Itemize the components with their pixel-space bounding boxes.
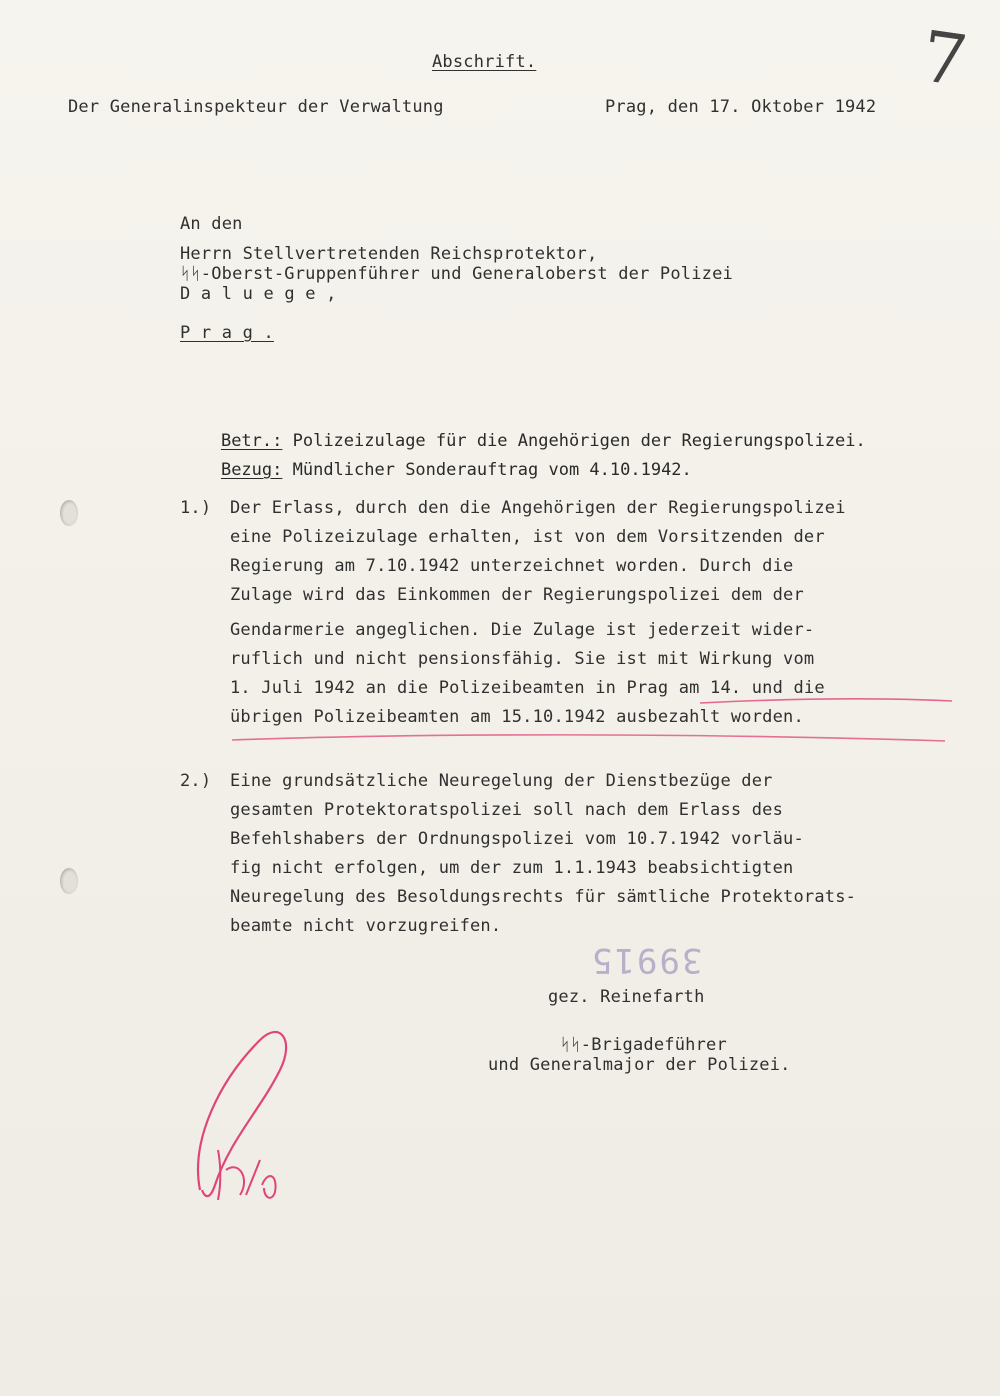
sender-line: Der Generalinspekteur der Verwaltung xyxy=(68,97,444,117)
point-1-number: 1.) xyxy=(180,498,212,518)
signature-rank-1: ᛋᛋ-Brigadeführer xyxy=(560,1035,727,1055)
point-1-line: Zulage wird das Einkommen der Regierungspolizei dem der xyxy=(230,585,804,605)
place-date: Prag, den 17. Oktober 1942 xyxy=(605,97,877,117)
recipient-city: P r a g . xyxy=(180,323,274,343)
point-2-line: Eine grundsätzliche Neuregelung der Dienstbezüge der xyxy=(230,771,773,791)
bezug-label: Bezug: xyxy=(220,460,283,480)
point-2-line: gesamten Protektoratspolizei soll nach dem Erlass des xyxy=(230,800,784,820)
betr-label: Betr.: xyxy=(220,431,283,451)
recipient-line-2: Herrn Stellvertretenden Reichsprotektor, xyxy=(180,244,598,264)
recipient-line-1: An den xyxy=(180,214,243,234)
page-number-mark: 7 xyxy=(916,15,973,103)
betr-text: Polizeizulage für die Angehörigen der Regierungspolizei. xyxy=(282,431,866,451)
point-2-line: Befehlshabers der Ordnungspolizei vom 10.7.1942 vorläu- xyxy=(230,829,804,849)
point-1-line: eine Polizeizulage erhalten, ist von dem Vorsitzenden der xyxy=(230,527,825,547)
point-2-line: fig nicht erfolgen, um der zum 1.1.1943 beabsichtigten xyxy=(230,858,794,878)
point-1-line: 1. Juli 1942 an die Polizeibeamten in Prag am 14. und die xyxy=(230,678,825,698)
point-1-line: Der Erlass, durch den die Angehörigen der Regierungspolizei xyxy=(230,498,846,518)
point-1-line: übrigen Polizeibeamten am 15.10.1942 ausbezahlt worden. xyxy=(230,707,804,727)
stamp-number: 39915 xyxy=(590,940,703,980)
recipient-line-3: ᛋᛋ-Oberst-Gruppenführer und Generaloberst der Polizei xyxy=(180,264,733,284)
document-title: Abschrift. xyxy=(432,52,537,72)
point-2-line: beamte nicht vorzugreifen. xyxy=(230,916,502,936)
point-2-line: Neuregelung des Besoldungsrechts für sämtliche Protektorats- xyxy=(230,887,857,907)
bezug-text: Mündlicher Sonderauftrag vom 4.10.1942. xyxy=(282,460,692,480)
point-1-line: ruflich und nicht pensionsfähig. Sie ist mit Wirkung vom xyxy=(230,649,815,669)
point-1-line: Regierung am 7.10.1942 unterzeichnet worden. Durch die xyxy=(230,556,794,576)
point-1-line: Gendarmerie angeglichen. Die Zulage ist jederzeit wider- xyxy=(230,620,815,640)
handwritten-initial xyxy=(160,1020,320,1210)
point-2-number: 2.) xyxy=(180,771,212,791)
recipient-line-4: D a l u e g e , xyxy=(180,284,337,304)
signature-line: gez. Reinefarth xyxy=(548,987,705,1007)
signature-rank-2: und Generalmajor der Polizei. xyxy=(488,1055,791,1075)
